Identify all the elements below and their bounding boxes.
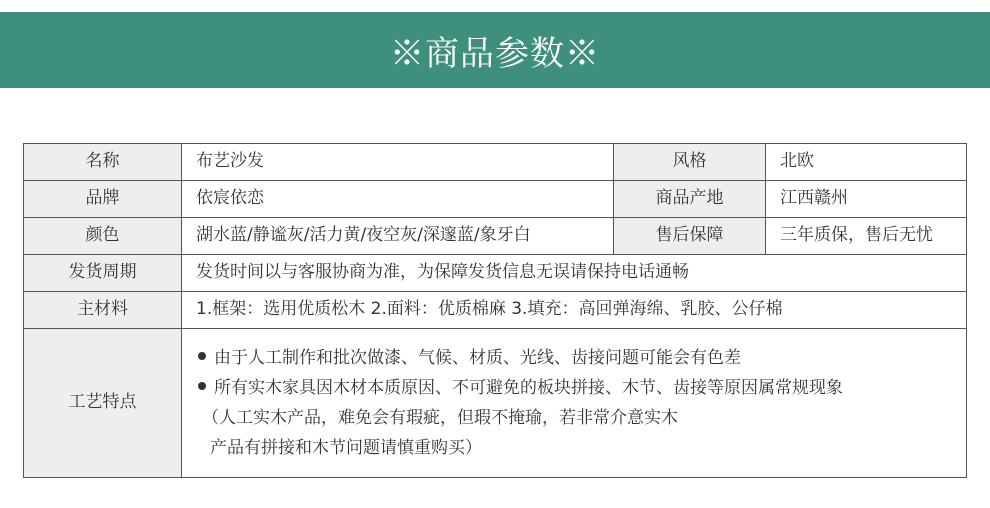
param-label: 风格 (614, 144, 766, 181)
param-value: 北欧 (766, 144, 967, 181)
table-row (24, 292, 967, 329)
param-value: 依宸依恋 (182, 181, 614, 218)
table-row (24, 255, 967, 292)
param-label: 售后保障 (614, 218, 766, 255)
page-title: ※商品参数※ (390, 33, 600, 74)
param-label: 颜色 (24, 218, 182, 255)
bullet-icon (198, 382, 206, 390)
param-value: 湖水蓝/静谧灰/活力黄/夜空灰/深邃蓝/象牙白 (182, 218, 614, 255)
table-row (24, 144, 967, 181)
param-value: 发货时间以与客服协商为准，为保障发货信息无误请保持电话通畅 (182, 255, 967, 292)
craft-line (198, 373, 952, 403)
header-banner (0, 12, 990, 88)
param-label: 名称 (24, 144, 182, 181)
craft-line (198, 343, 952, 373)
craft-line: 产品有拼接和木节问题请慎重购买） (210, 438, 482, 458)
craft-text: 由于人工制作和批次做漆、气候、材质、光线、齿接问题可能会有色差 (214, 348, 741, 368)
param-label: 品牌 (24, 181, 182, 218)
table-row (24, 218, 967, 255)
craft-text: 所有实木家具因木材本质原因、不可避免的板块拼接、木节、齿接等原因属常规现象 (214, 378, 843, 398)
param-value: 三年质保，售后无忧 (766, 218, 967, 255)
param-label: 主材料 (24, 292, 182, 329)
craft-line: （人工实木产品，难免会有瑕疵，但瑕不掩瑜，若非常介意实木 (202, 408, 678, 428)
bullet-icon (198, 352, 206, 360)
param-value: 1.框架：选用优质松木 2.面料：优质棉麻 3.填充：高回弹海绵、乳胶、公仔棉 (182, 292, 967, 329)
table-row (24, 181, 967, 218)
craft-details (182, 329, 967, 478)
param-label: 发货周期 (24, 255, 182, 292)
param-value: 江西赣州 (766, 181, 967, 218)
param-label: 工艺特点 (24, 329, 182, 478)
param-label: 商品产地 (614, 181, 766, 218)
table-row (24, 329, 967, 478)
param-value: 布艺沙发 (182, 144, 614, 181)
product-params-table (23, 143, 967, 478)
